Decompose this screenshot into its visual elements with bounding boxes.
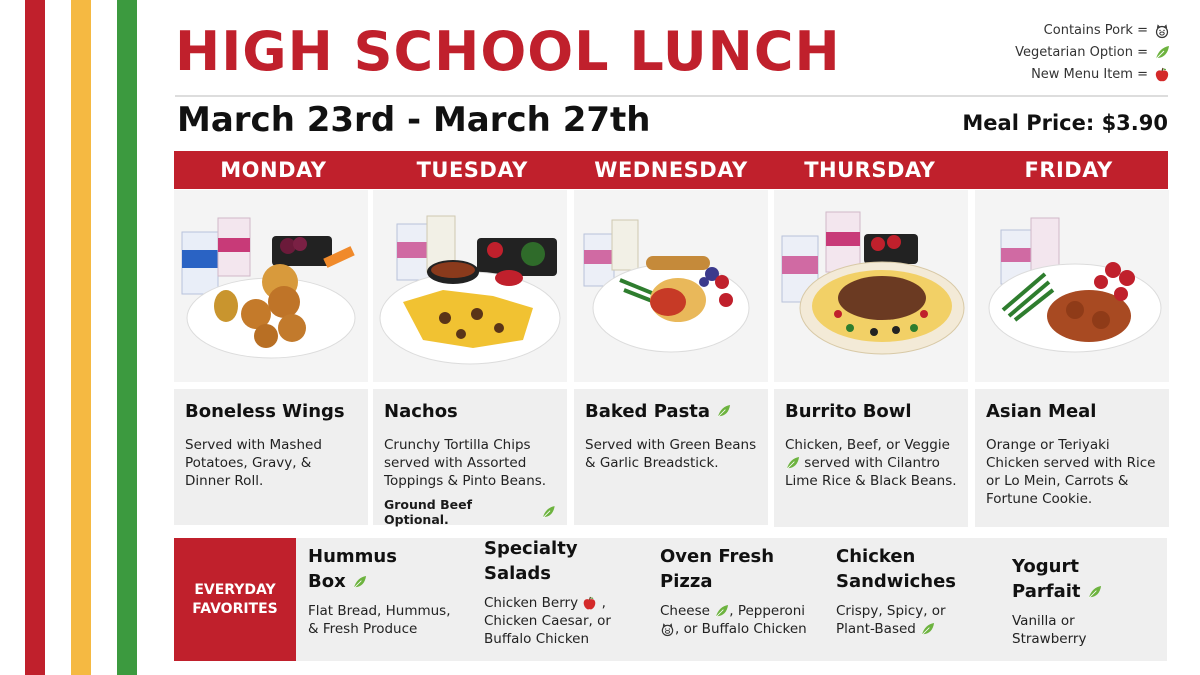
legend-row-new <box>1015 64 1170 86</box>
page-title: HIGH SCHOOL LUNCH <box>175 20 841 83</box>
favorite-name-line: Yogurt <box>1012 556 1079 577</box>
meal-card-monday <box>174 389 368 525</box>
nachos-photo <box>373 190 567 382</box>
meal-name: Asian Meal <box>986 401 1097 422</box>
favorite-description-part: Cheese <box>660 603 710 619</box>
day-thursday: THURSDAY <box>804 158 936 182</box>
favorite-yogurt-parfait <box>1012 554 1182 648</box>
favorite-name <box>484 536 654 586</box>
favorite-description: Vanilla or Strawberry <box>1012 613 1087 647</box>
meal-name: Nachos <box>384 401 458 422</box>
boneless-wings-photo <box>174 190 368 382</box>
day-header-bar <box>174 151 1168 189</box>
meal-description: Orange or Teriyaki Chicken served with Rice or Lo Mein, Carrots & Fortune Cookie. <box>986 437 1156 507</box>
meal-note-text: Ground Beef Optional. <box>384 497 473 527</box>
favorite-description-row <box>836 620 986 638</box>
everyday-label-line: EVERYDAY <box>194 581 276 598</box>
meal-description-line: served with Cilantro Lime Rice & Black Beans. <box>785 455 957 489</box>
favorite-description-part: , <box>601 595 606 611</box>
pig-icon <box>660 622 675 637</box>
leaf-icon <box>920 622 935 637</box>
friday-column <box>975 190 1169 382</box>
meal-name: Baked Pasta <box>585 401 711 422</box>
meal-name-row <box>585 401 757 422</box>
green-stripe <box>117 0 137 675</box>
tuesday-column <box>373 190 567 382</box>
everyday-favorites-label <box>174 538 296 661</box>
date-range: March 23rd - March 27th <box>177 100 651 140</box>
wednesday-column <box>574 190 768 382</box>
day-monday: MONDAY <box>220 158 327 182</box>
legend-row-pork <box>1015 20 1170 42</box>
favorite-description-part: Chicken Caesar, or Buffalo Chicken <box>484 613 611 647</box>
asian-meal-photo <box>975 190 1169 382</box>
legend-label: New Menu Item = <box>1031 67 1148 82</box>
favorite-hummus-box <box>308 544 478 638</box>
food-photo-thursday <box>774 190 968 382</box>
leaf-icon <box>352 575 367 590</box>
favorite-name <box>660 544 830 594</box>
leaf-icon <box>541 505 556 520</box>
pig-icon <box>1154 23 1170 39</box>
day-wednesday: WEDNESDAY <box>594 158 748 182</box>
leaf-icon <box>1154 45 1170 61</box>
favorite-name-line: Oven Fresh <box>660 546 775 567</box>
food-photo-monday <box>174 190 368 382</box>
meal-price: Meal Price: $3.90 <box>962 111 1168 135</box>
meal-description: Served with Green Beans & Garlic Breadstick. <box>585 437 757 471</box>
leaf-icon <box>716 404 731 419</box>
apple-icon <box>1154 67 1170 83</box>
food-photo-wednesday <box>574 190 768 382</box>
meal-name: Boneless Wings <box>185 401 345 422</box>
favorite-name-line: Pizza <box>660 571 713 592</box>
leaf-icon <box>714 604 729 619</box>
day-tuesday: TUESDAY <box>416 158 528 182</box>
meal-card-friday <box>975 389 1169 527</box>
favorite-description: Flat Bread, Hummus, & Fresh Produce <box>308 603 451 637</box>
red-stripe <box>25 0 45 675</box>
meal-description <box>785 436 957 490</box>
leaf-icon <box>1087 585 1102 600</box>
favorite-name-line: Chicken <box>836 546 916 567</box>
meal-description: Crunchy Tortilla Chips served with Assorted Toppings & Pinto Beans. <box>384 437 547 489</box>
meal-note <box>384 497 556 527</box>
monday-column <box>174 190 368 382</box>
legend-label: Contains Pork = <box>1043 23 1148 38</box>
favorite-description-part: Crispy, Spicy, or <box>836 603 946 619</box>
meal-description-line: Chicken, Beef, or Veggie <box>785 437 950 453</box>
favorite-name-line: Box <box>308 571 346 592</box>
favorite-name-line: Hummus <box>308 546 397 567</box>
legend <box>1015 20 1170 86</box>
everyday-favorites-area <box>296 538 1167 661</box>
baked-pasta-photo <box>574 190 768 382</box>
thursday-column <box>774 190 968 382</box>
favorite-specialty-salads <box>484 536 654 648</box>
apple-icon <box>582 596 597 611</box>
favorite-description-part: Plant-Based <box>836 621 916 637</box>
favorite-name <box>836 544 1006 594</box>
favorite-name-line: Sandwiches <box>836 571 957 592</box>
food-photo-friday <box>975 190 1169 382</box>
food-photo-tuesday <box>373 190 567 382</box>
burrito-bowl-photo <box>774 190 968 382</box>
divider <box>175 95 1168 97</box>
favorite-name-line: Parfait <box>1012 581 1081 602</box>
favorite-name-line: Specialty <box>484 538 578 559</box>
favorite-oven-fresh-pizza <box>660 544 830 638</box>
meal-card-tuesday <box>373 389 567 525</box>
favorite-description <box>484 594 634 648</box>
leaf-icon <box>785 456 800 471</box>
favorite-name <box>308 544 478 594</box>
favorite-name-line-row <box>308 569 478 594</box>
favorite-description-part: , or Buffalo Chicken <box>675 621 807 637</box>
favorite-name-line: Salads <box>484 563 552 584</box>
favorite-chicken-sandwiches <box>836 544 1006 638</box>
favorite-name <box>1012 554 1182 604</box>
everyday-label-line: FAVORITES <box>192 600 278 617</box>
day-friday: FRIDAY <box>1024 158 1113 182</box>
meal-description: Served with Mashed Potatoes, Gravy, & Dinner Roll. <box>185 437 322 489</box>
favorite-description <box>660 602 810 638</box>
legend-row-vegetarian <box>1015 42 1170 64</box>
favorite-description <box>836 602 986 638</box>
favorite-description-part: , Pepperoni <box>729 603 806 619</box>
meal-card-wednesday <box>574 389 768 525</box>
meal-card-thursday <box>774 389 968 527</box>
meal-name: Burrito Bowl <box>785 401 912 422</box>
yellow-stripe <box>71 0 91 675</box>
favorite-name-line-row <box>1012 579 1182 604</box>
legend-label: Vegetarian Option = <box>1015 45 1148 60</box>
favorite-description-part: Chicken Berry <box>484 595 579 611</box>
